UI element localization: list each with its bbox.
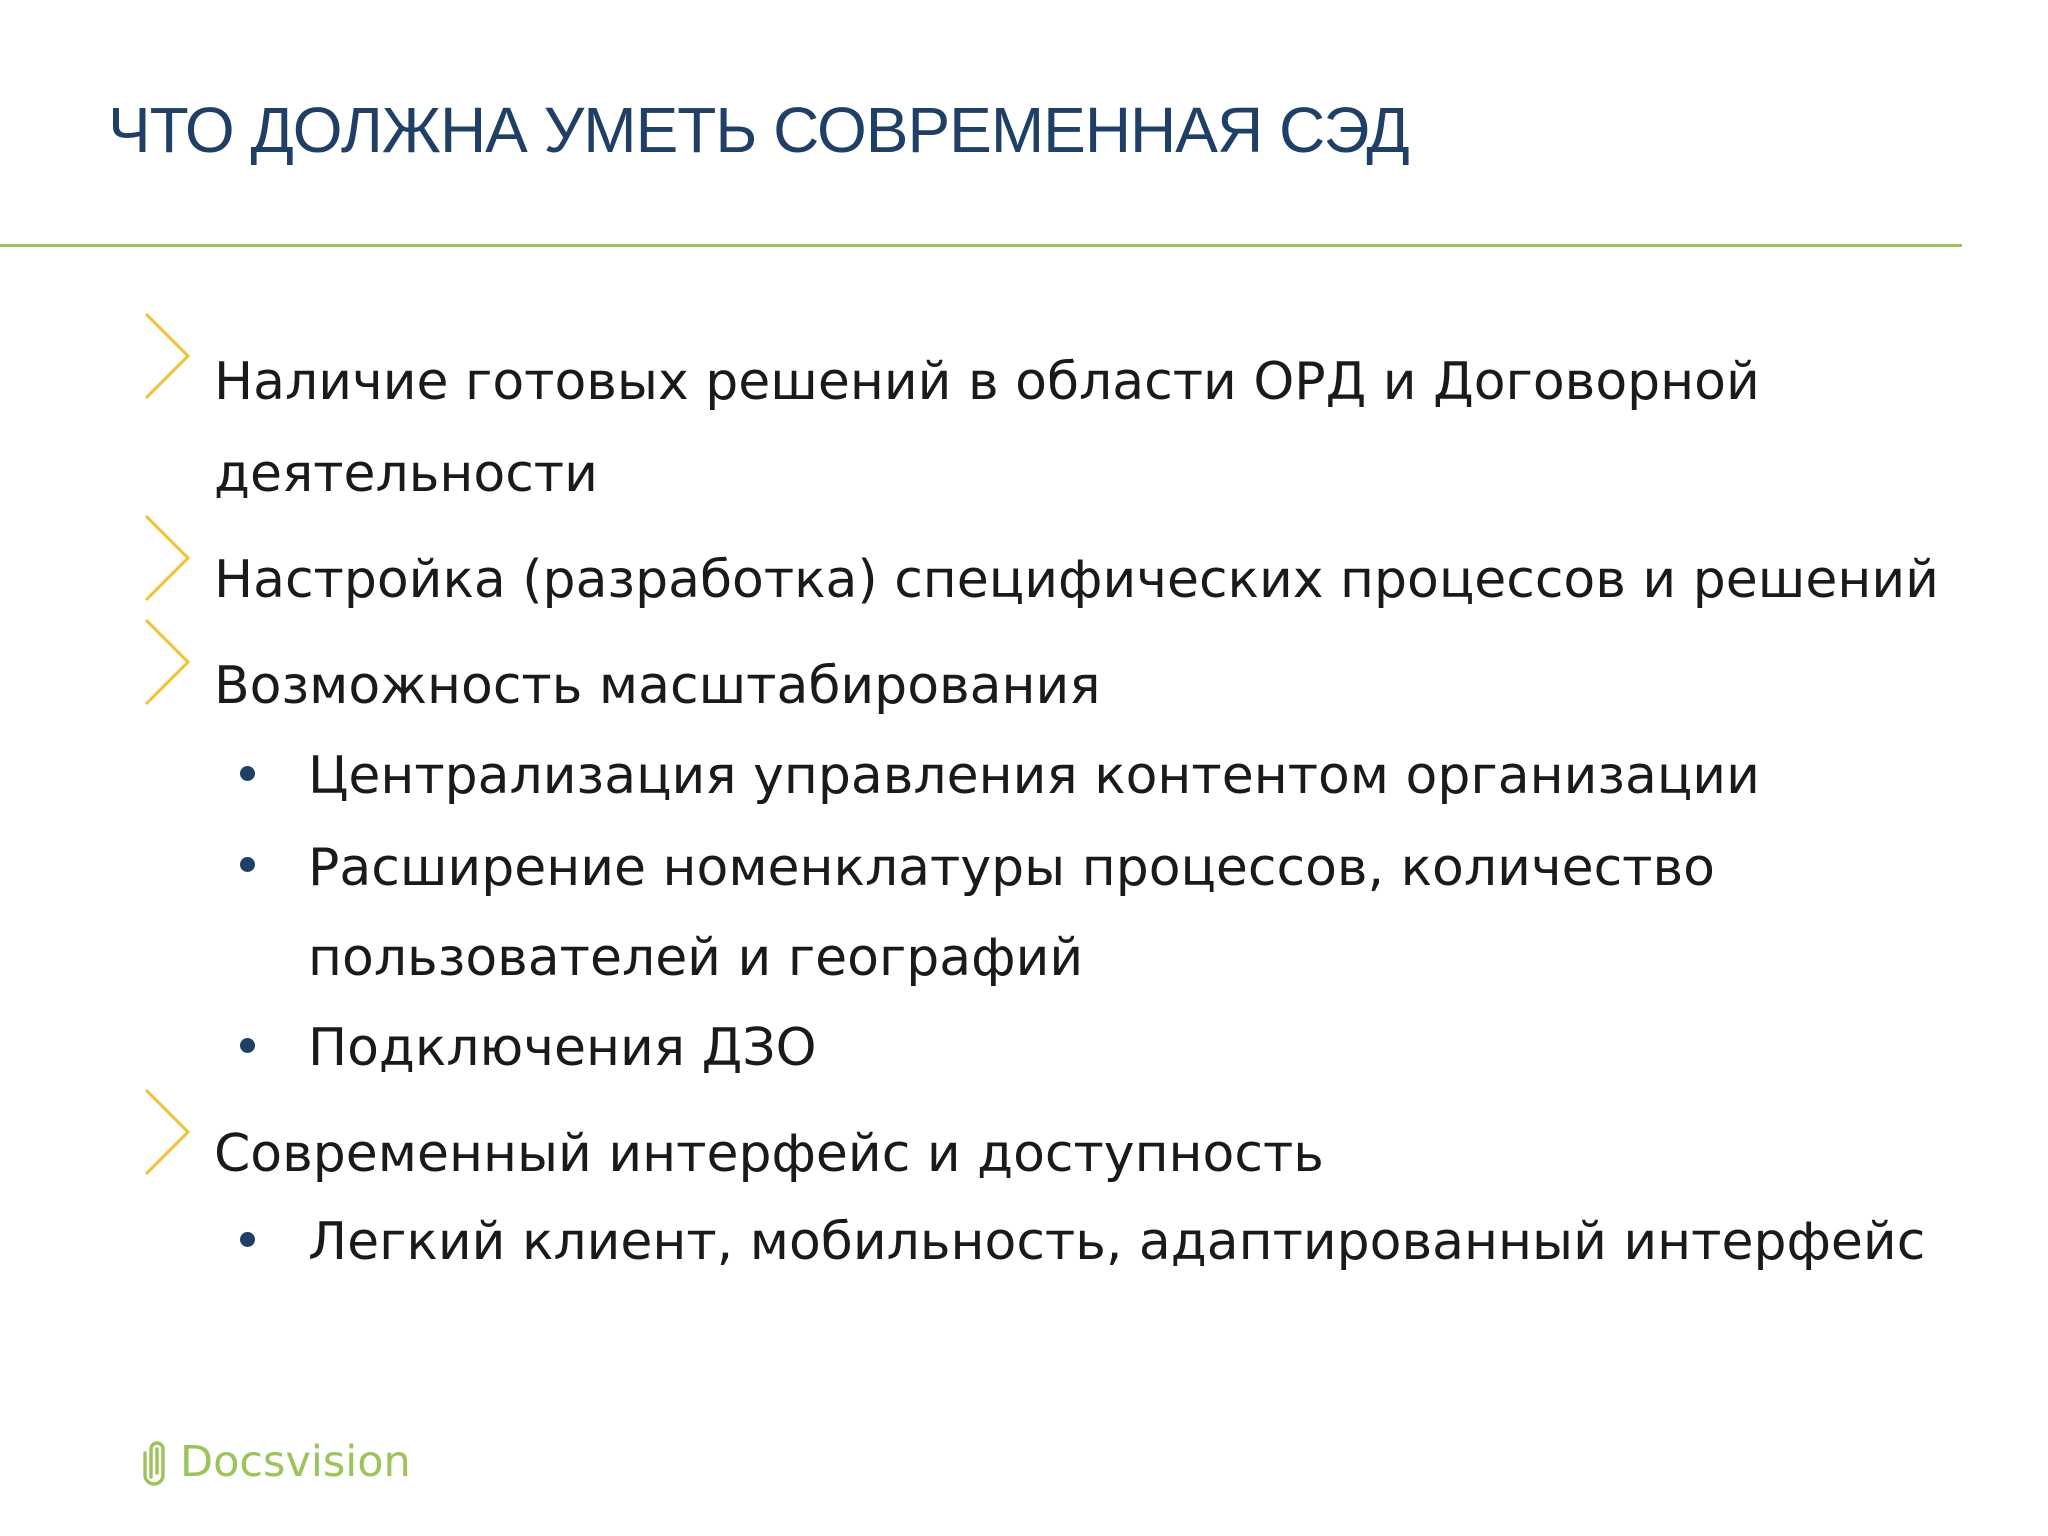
sub-list-item-line: пользователей и географий [308,928,1084,988]
sub-list-item-line: Расширение номенклатуры процессов, количество [308,838,1715,898]
sub-list-item: Централизация управления контентом организации [308,746,1760,806]
chevron-right-icon [142,616,194,708]
list-item: Настройка (разработка) специфических процессов и решений [214,550,1939,610]
logo-text: Docsvision [180,1437,411,1487]
list-item: Возможность масштабирования [214,656,1101,716]
sub-list-item: Легкий клиент, мобильность, адаптированный интерфейс [308,1212,1926,1272]
list-item-line: Наличие готовых решений в области ОРД и Договорной [214,352,1760,412]
list-item: Современный интерфейс и доступность [214,1124,1324,1184]
chevron-right-icon [142,512,194,604]
bullet-dot-icon [240,857,255,872]
sub-list-item: Подключения ДЗО [308,1018,817,1078]
bullet-dot-icon [240,1038,255,1053]
brand-logo [142,1432,411,1492]
slide-title: ЧТО ДОЛЖНА УМЕТЬ СОВРЕМЕННАЯ СЭД [108,94,1409,166]
paperclip-icon [142,1437,172,1487]
bullet-dot-icon [240,1232,255,1247]
list-item-line: деятельности [214,444,598,504]
chevron-right-icon [142,310,194,402]
chevron-right-icon [142,1086,194,1178]
bullet-dot-icon [240,766,255,781]
